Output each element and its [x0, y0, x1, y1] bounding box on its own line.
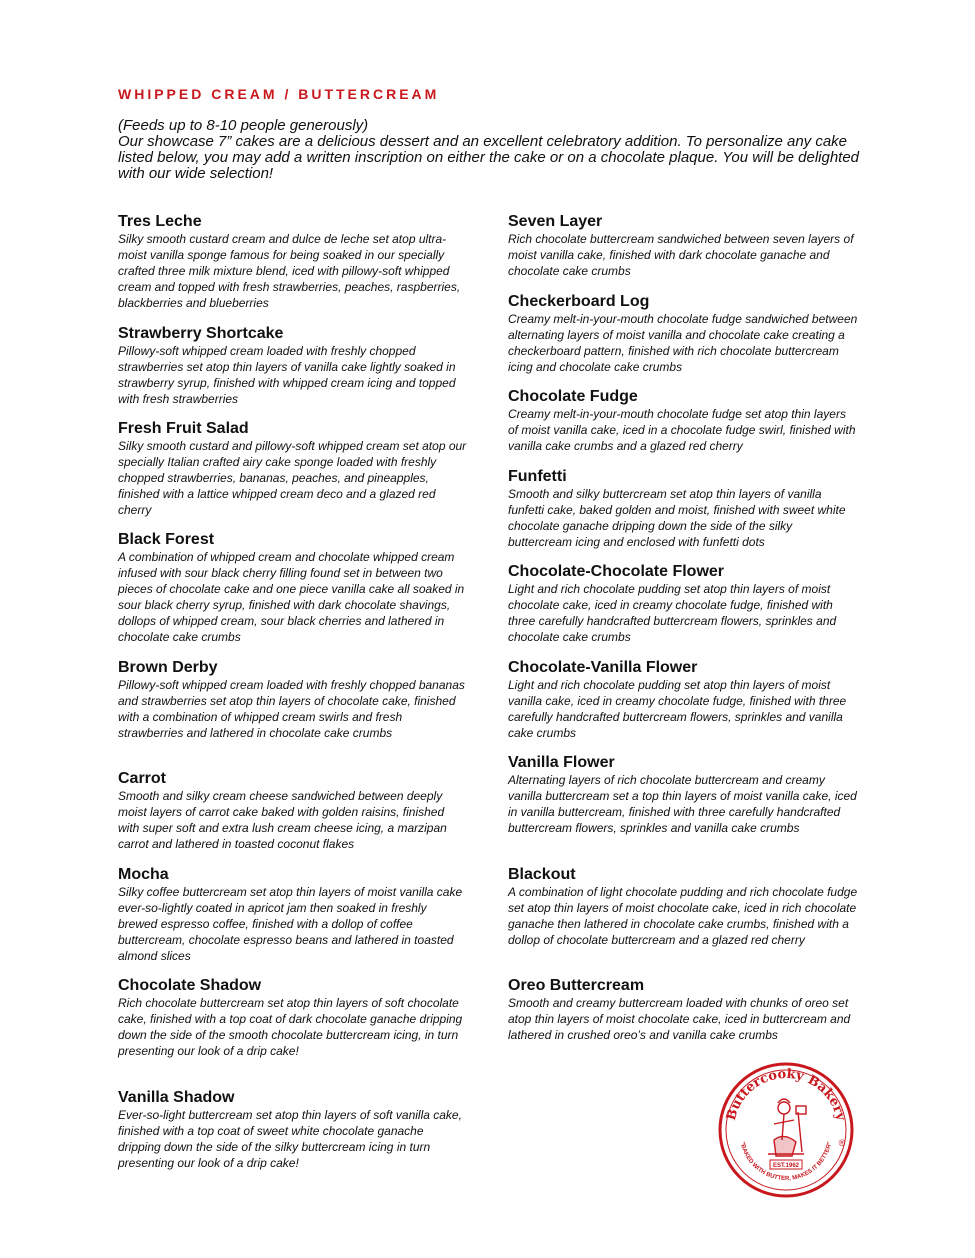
item-desc: A combination of light chocolate pudding and rich chocolate fudge set atop thin layers of moist chocolate cake, iced in rich chocolate ganache then lathered in chocolate cake crumbs, finished with a dollop of chocolate buttercream and a glazed red cherry — [508, 885, 858, 947]
item-desc: Rich chocolate buttercream sandwiched between seven layers of moist vanilla cake, finished with dark chocolate ganache and chocolate cake crumbs — [508, 232, 854, 278]
item-desc: Smooth and silky buttercream set atop thin layers of vanilla funfetti cake, baked golden and moist, finished with sweet white chocolate ganache dripping down the side of the silky buttercream icing and enclosed with funfetti dots — [508, 487, 846, 549]
menu-item-funfetti — [508, 467, 858, 550]
item-name: Mocha — [118, 866, 169, 883]
item-name: Chocolate-Chocolate Flower — [508, 563, 725, 580]
menu-item-vanilla-flower — [508, 753, 858, 836]
item-name: Brown Derby — [118, 659, 218, 676]
item-desc: Smooth and creamy buttercream loaded with chunks of oreo set atop thin layers of moist chocolate cake, iced in buttercream and lathered in crushed oreo’s and vanilla cake crumbs — [508, 996, 851, 1042]
menu-item-black-forest — [118, 530, 468, 645]
menu-item-seven-layer — [508, 212, 858, 279]
item-name: Chocolate Shadow — [118, 977, 262, 994]
menu-item-tres-leche — [118, 212, 468, 311]
item-name: Strawberry Shortcake — [118, 325, 284, 342]
item-name: Carrot — [118, 770, 167, 787]
item-name: Blackout — [508, 866, 576, 883]
menu-item-chocolate-chocolate-flower — [508, 562, 858, 645]
item-name: Vanilla Flower — [508, 754, 615, 771]
item-desc: Pillowy-soft whipped cream loaded with freshly chopped bananas and strawberries set atop thin layers of chocolate cake, finished with a combination of whipped cream swirls and fresh strawberries and lathered in chocolate cake crumbs — [118, 678, 465, 740]
item-desc: Creamy melt-in-your-mouth chocolate fudge sandwiched between alternating layers of moist vanilla and chocolate cake creating a checkerboard pattern, finished with rich chocolate buttercream icing and chocolate cake crumbs — [508, 312, 858, 374]
menu-item-checkerboard-log — [508, 292, 858, 375]
item-name: Vanilla Shadow — [118, 1089, 235, 1106]
intro-feeds: (Feeds up to 8-10 people generously) — [118, 117, 369, 134]
item-desc: Creamy melt-in-your-mouth chocolate fudge set atop thin layers of moist vanilla cake, iced in a chocolate fudge swirl, finished with vanilla cake crumbs and a glazed red cherry — [508, 407, 856, 453]
menu-item-carrot — [118, 769, 468, 852]
item-name: Chocolate-Vanilla Flower — [508, 659, 698, 676]
menu-item-oreo-buttercream — [508, 976, 858, 1043]
logo-est: EST.1962 — [772, 1163, 800, 1169]
item-desc: Alternating layers of rich chocolate buttercream and creamy vanilla buttercream set a top thin layers of moist vanilla cake, iced in vanilla buttercream, finished with three carefully handcrafted buttercream flowers, sprinkles and vanilla cake crumbs — [508, 773, 857, 835]
logo-tagline: "BAKED WITH BUTTER, MAKES IT BETTER" — [738, 1141, 834, 1183]
item-desc: Silky coffee buttercream set atop thin layers of moist vanilla cake ever-so-lightly coated in apricot jam then soaked in freshly brewed espresso coffee, finished with a dollop of coffee buttercream, chocolate espresso beans and lathered in toasted almond slices — [118, 885, 463, 963]
menu-item-brown-derby — [118, 658, 468, 741]
item-desc: A combination of whipped cream and chocolate whipped cream infused with sour black cherry filling found set in between two pieces of chocolate cake and one piece vanilla cake all soaked in sour black cherry syrup, finished with dark chocolate shavings, dollops of whipped cream, sour black cherries and lathered in chocolate cake crumbs — [118, 550, 465, 644]
menu-item-fresh-fruit-salad — [118, 419, 468, 518]
item-desc: Light and rich chocolate pudding set atop thin layers of moist vanilla cake, iced in creamy chocolate fudge, finished with three carefully handcrafted buttercream flowers, sprinkles and vanilla cake crumbs — [508, 678, 847, 740]
item-name: Funfetti — [508, 468, 567, 485]
item-name: Black Forest — [118, 531, 215, 548]
item-desc: Pillowy-soft whipped cream loaded with freshly chopped strawberries set atop thin layers of vanilla cake lightly soaked in strawberry syrup, finished with whipped cream icing and topped with fresh strawberries — [118, 344, 456, 406]
logo-brand-name: Buttercooky Bakery — [723, 1066, 849, 1123]
item-name: Checkerboard Log — [508, 293, 650, 310]
registered-mark: ® — [838, 1138, 846, 1148]
item-name: Tres Leche — [118, 213, 202, 230]
item-name: Chocolate Fudge — [508, 388, 638, 405]
item-desc: Smooth and silky cream cheese sandwiched between deeply moist layers of carrot cake baked with golden raisins, finished with super soft and extra lush cream cheese icing, a marzipan carrot and lathered in toasted coconut flakes — [118, 789, 447, 851]
menu-item-chocolate-vanilla-flower — [508, 658, 858, 741]
item-name: Oreo Buttercream — [508, 977, 645, 994]
item-name: Seven Layer — [508, 213, 603, 230]
menu-item-mocha — [118, 865, 468, 964]
item-desc: Rich chocolate buttercream set atop thin layers of soft chocolate cake, finished with a top coat of dark chocolate ganache dripping down the side of the smooth chocolate buttercream icing, in turn presenting our look of a drip cake! — [118, 996, 463, 1058]
item-desc: Silky smooth custard and pillowy-soft whipped cream set atop our specially Italian crafted airy cake sponge loaded with freshly chopped strawberries, bananas, peaches, and pineapples, finished with a lattice whipped cream deco and a glazed red cherry — [118, 439, 467, 517]
menu-item-blackout — [508, 865, 858, 948]
section-title: WHIPPED CREAM / BUTTERCREAM — [118, 86, 440, 102]
item-desc: Light and rich chocolate pudding set atop thin layers of moist chocolate cake, iced in creamy chocolate fudge, finished with three carefully handcrafted buttercream flowers, sprinkles and chocolate cake crumbs — [508, 582, 837, 644]
intro-body: Our showcase 7” cakes are a delicious dessert and an excellent celebratory addition. To personalize any cake listed below, you may add a written inscription on either the cake or on a chocolate plaque. You will be delighted with our wide selection! — [118, 133, 860, 182]
menu-item-chocolate-shadow — [118, 976, 468, 1059]
item-desc: Ever-so-light buttercream set atop thin layers of soft vanilla cake, finished with a top coat of sweet white chocolate ganache dripping down the side of the silky buttercream icing in turn presenting our look of a drip cake! — [118, 1108, 462, 1170]
menu-item-strawberry-shortcake — [118, 324, 468, 407]
buttercooky-bakery-logo — [718, 1062, 854, 1198]
intro — [118, 118, 863, 182]
item-name: Fresh Fruit Salad — [118, 420, 249, 437]
item-desc: Silky smooth custard cream and dulce de leche set atop ultra-moist vanilla sponge famous for being soaked in our specially crafted three milk mixture blend, iced with pillowy-soft whipped cream and topped with fresh strawberries, peaches, raspberries, blackberries and blueberries — [118, 232, 461, 310]
menu-item-chocolate-fudge — [508, 387, 858, 454]
menu-item-vanilla-shadow — [118, 1088, 468, 1171]
